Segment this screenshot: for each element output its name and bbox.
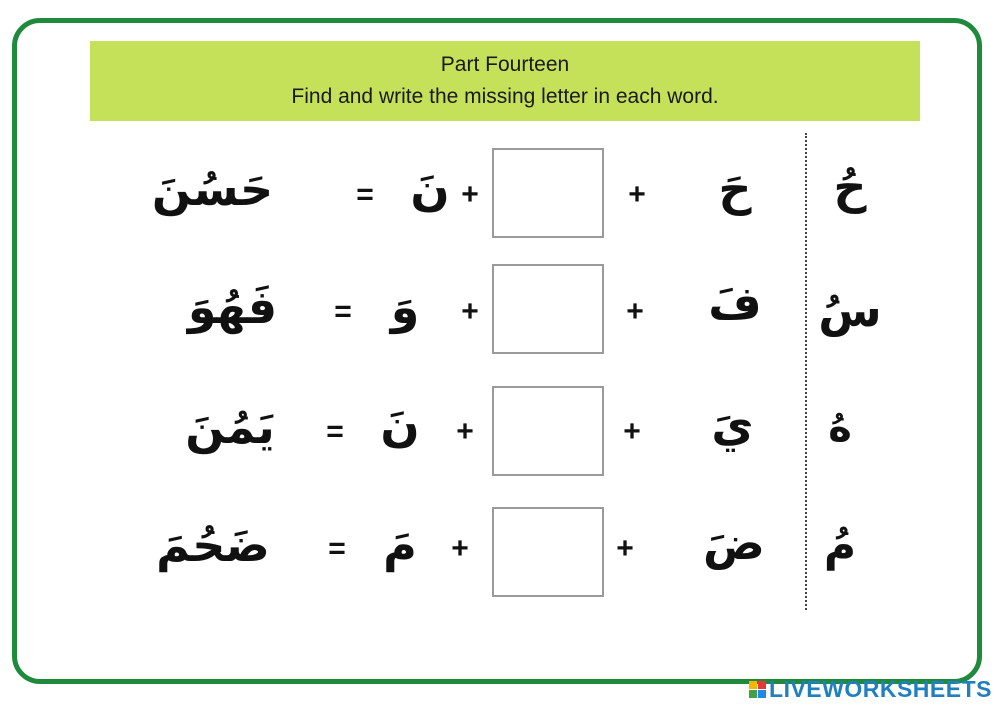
plus-sign: + (616, 532, 634, 565)
word: حَسُنَ (151, 162, 274, 216)
first-letter: ضَ (703, 516, 765, 570)
first-letter: فَ (708, 276, 762, 330)
last-letter: نَ (380, 398, 420, 452)
last-letter: مَ (383, 518, 417, 572)
first-letter: يَ (711, 398, 754, 452)
letter-bank-item[interactable]: هُ (828, 405, 852, 451)
equals-sign: = (326, 415, 344, 448)
answer-box[interactable] (492, 148, 604, 238)
plus-sign: + (451, 532, 469, 565)
plus-sign: + (623, 415, 641, 448)
letter-bank-item[interactable]: حُ (833, 160, 867, 214)
answer-box[interactable] (492, 264, 604, 354)
equals-sign: = (328, 532, 346, 565)
equals-sign: = (356, 178, 374, 211)
plus-sign: + (461, 178, 479, 211)
answer-box[interactable] (492, 386, 604, 476)
last-letter: وَ (390, 280, 420, 334)
dotted-divider (805, 133, 807, 610)
worksheet-title: Part Fourteen (440, 53, 570, 76)
word: فَهُوَ (187, 280, 278, 334)
word: ضَحُمَ (156, 518, 270, 572)
last-letter: نَ (410, 162, 450, 216)
letter-bank-item[interactable]: سُ (818, 283, 882, 337)
worksheet-instruction: Find and write the missing letter in each word. (291, 85, 719, 108)
plus-sign: + (461, 295, 479, 328)
plus-sign: + (628, 178, 646, 211)
answer-box[interactable] (492, 507, 604, 597)
letter-bank-item[interactable]: مُ (823, 520, 857, 571)
plus-sign: + (626, 295, 644, 328)
first-letter: حَ (718, 162, 752, 216)
logo-mark-icon (749, 681, 766, 698)
worksheet-header (90, 41, 920, 121)
logo-text: LIVEWORKSHEETS (769, 676, 992, 702)
liveworksheets-logo[interactable] (749, 676, 992, 703)
equals-sign: = (334, 295, 352, 328)
plus-sign: + (456, 415, 474, 448)
word: يَمُنَ (185, 400, 275, 454)
